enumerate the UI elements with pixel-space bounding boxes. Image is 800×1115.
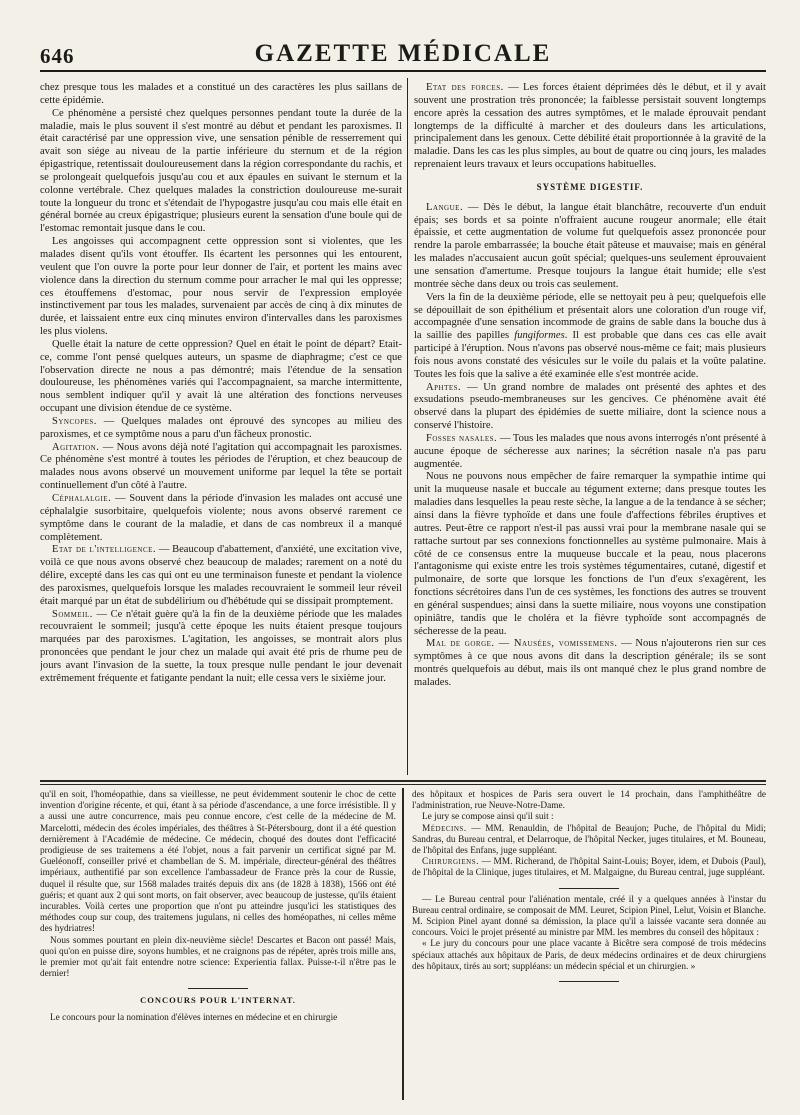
symptom-text: — Ce n'était guère qu'à la fin de la deuxième période que les malades recouvraient le sommeil; jusqu'à cette époque les nuits étaient presque toujours marquées par des paroxismes. L'agitation, les angoisses, se montrait alors plus prononcées que pendant le jour chez un malade qui avait été pris de rhume peu de jours avant l'invasion de la suette, la toux presque nulle pendant le jour devenait extrêmement fréquente et fatigante pendant la nuit; elle cessa vers le sixième jour. — [40, 608, 402, 684]
paragraph — [40, 493, 402, 544]
paragraph: Médecins. — MM. Renauldin, de l'hôpital de Beaujon; Puche, de l'hôpital du Midi; Sandras, du Bureau central, et Delarroque, de l'hôpital Necker, juges titulaires, et M. Bouneau, de l'hôpital des Enfans, juge suppléant. — [412, 823, 766, 857]
paragraph: Nous sommes pourtant en plein dix-neuvième siècle! Descartes et Bacon ont passé! Mais, quoi qu'on en puisse dire, soyons humbles, et ne craignons pas de répéter, après trois mille ans, le premier mot qu'ait fait entendre notre science: Experientia fallax. Puisse-t-il n'être pas le dernier! — [40, 935, 396, 980]
jury-heading: Chirurgiens. — [422, 857, 479, 868]
separator — [559, 981, 619, 982]
symptom-heading: Aphtes. — [426, 381, 462, 393]
italic-term: fungiformes — [514, 330, 565, 342]
paragraph — [40, 416, 402, 442]
paragraph: Nous ne pouvons nous empêcher de faire remarquer la sympathie intime qui unit la muqueuse nasale et buccale au tégument externe; dans presque toutes les maladies dans lesquelles la peau reste sèche, la langue a de la tendance à se sécher; ainsi dans la fièvre typhoïde et dans une foule d'affections fébriles éruptives et autres. Peut-être ce rapport n'est-il pas aussi vrai pour la membrane nasale qui se rattache surtout par ses connexions fonctionnelles au système pulmonaire. Mais à côté de ce consensus entre la muqueuse buccale et la peau, nous placerons l'antagonisme qui existe entre les trois systèmes tégumentaires, cutané, digestif et pulmonaire, de sorte que lorsque les fonctions de l'un d'eux s'exagèrent, les fonctions sécrétoires dans l'un de ces systèmes, les fonctions des autres se trouvent en général suspendues; ainsi dans la suette miliaire, nous voyons une constipation opiniâtre, tandis que le choléra et la fièvre typhoïde sont accompagnés de sécheresse de la peau. — [414, 471, 766, 637]
section-title: CONCOURS POUR L'INTERNAT. — [140, 995, 296, 1006]
paragraph — [414, 382, 766, 433]
symptom-text: — Quelques malades ont éprouvé des syncopes au milieu des paroxismes, et ce symptôme nous a paru d'un fâcheux pronostic. — [40, 415, 402, 440]
symptom-text: — Souvent dans la période d'invasion les malades ont accusé une céphalalgie susorbitaire, quelquefois violente; nous avons observé rarement ce symptôme dans le courant de la maladie, et dans de cas nombreux il a manqué complètement. — [40, 493, 402, 543]
paragraph — [414, 638, 766, 689]
symptom-heading: Etat de l'intelligence. — [52, 544, 157, 556]
symptom-text: — Les forces étaient déprimées dès le début, et il y avait souvent une prostration très prononcée; la faiblesse persistait souvent longtemps encore après la cessation des autres symptômes, et le malade éprouvait pendant longtemps de la difficulté à marcher et des douleurs dans les articulations, principalement dans les genoux. Cette débilité était proportionnée à la gravité de la maladie. Dans les cas les plus simples, au bout de quatre ou cinq jours, les malades reprenaient leurs travaux et leurs occupations habituelles. — [414, 82, 766, 171]
symptom-text: — Beaucoup d'abattement, d'anxiété, une excitation vive, voilà ce que nous avons observé chez beaucoup de malades; rarement on a noté du délire, excepté dans les cas qui ont eu une terminaison funeste et pendant la violence des paroxismes, quelquefois lorsque les malades recouvraient le sommeil leur réveil était marqué par un état de subdélirium ou d'hébétude qui se dissipait promptement. — [40, 544, 402, 607]
symptom-text: — Un grand nombre de malades ont présenté des aphtes et des exsudations pseudo-membraneuses sur les gencives. Ce phénomène avait été observé dans la plupart des épidémies de suette miliaire, dont la science nous a conservé l'histoire. — [414, 381, 766, 432]
symptom-heading: Sommeil. — [52, 608, 93, 620]
paragraph: Chirurgiens. — MM. Richerand, de l'hôpital Saint-Louis; Boyer, idem, et Dubois (Paul), de l'hôpital de la Clinique, juges titulaires, et M. Malgaigne, du Bureau central, juge suppléant. — [412, 857, 766, 879]
symptom-text: — Tous les malades que nous avons interrogés n'ont présenté à aucune époque de sécheresse aux narines; la sécrétion nasale n'a pas paru augmentée. — [414, 432, 766, 470]
paragraph: — Le Bureau central pour l'aliénation mentale, créé il y a quelques années à l'instar du Bureau central ordinaire, se composait de MM. Leuret, Scipion Pinel, Lelut, Voisin et Blanche. M. Scipion Pinel ayant donné sa démission, la place qu'il a laissée vacante sera donnée au concours. Voici le projet présenté au ministre par MM. les membres du conseil des hôpitaux : — [412, 894, 766, 939]
symptom-heading: Fosses nasales. — [426, 432, 498, 444]
paragraph — [414, 202, 766, 292]
paragraph — [414, 433, 766, 472]
feuilleton-rule — [40, 780, 766, 782]
right-column — [414, 82, 766, 777]
paragraph: des hôpitaux et hospices de Paris sera ouvert le 14 prochain, dans l'amphithéâtre de l'administration, rue Neuve-Notre-Dame. — [412, 790, 766, 812]
symptom-text: — Nous n'ajouterons rien sur ces symptômes à ce que nous avons dit dans la description générale; ils se sont montrés quelquefois au début, mais ils ont manqué chez le plus grand nombre de malades. — [414, 638, 766, 688]
section-title: SYSTÈME DIGESTIF. — [536, 181, 644, 192]
paragraph: Le jury se compose ainsi qu'il suit : — [422, 812, 554, 823]
symptom-heading: Céphalalgie. — [52, 493, 112, 504]
feuilleton-right — [412, 790, 766, 1105]
column-divider — [407, 78, 408, 775]
paragraph — [40, 442, 402, 493]
symptom-heading: Mal de gorge. — Nausées, vomissemens. — [426, 638, 618, 650]
paragraph — [414, 82, 766, 172]
paragraph: Les angoisses qui accompagnent cette oppression sont si violentes, que les malades disent qu'ils vont étouffer. Ils écartent les personnes qui les entourent, veulent que l'on ouvre la porte pour leur donner de l'air, et portent les mains avec violence dans la direction du sternum comme pour arracher le mal qui les oppresse; ces étouffemens d'estomac, pour nous servir de l'expression employée instinctivement par tous les malades, survenaient par accès de cinq à dix minutes de durée, et laissaient entre eux cinq minutes environ d'intervalles dans les paroxismes les plus violens. — [40, 236, 402, 338]
separator — [559, 888, 619, 889]
feuilleton-left — [40, 790, 396, 1105]
paragraph — [40, 544, 402, 608]
paragraph: « Le jury du concours pour une place vacante à Bicêtre sera composé de trois médecins spéciaux attachés aux hôpitaux de Paris, de deux médecins ordinaires et de deux chirurgiens des hôpitaux, tirés au sort; suppléans: un médecin spécial et un chirurgien. » — [412, 939, 766, 972]
page-number: 646 — [40, 44, 75, 68]
journal-title: GAZETTE MÉDICALE — [254, 40, 552, 67]
symptom-text: — Nous avons déjà noté l'agitation qui accompagnait les paroxismes. Ce phénomène s'est montré à toutes les périodes de l'éruption, et chez beaucoup de malades nous avons observé un mouvement uniforme par lequel la tête se portait continuellement d'un côté à l'autre. — [40, 441, 402, 492]
symptom-text: — Dès le début, la langue était blanchâtre, recouverte d'un enduit épais; ses bords et sa pointe n'offraient aucune rougeur anormale; elle était épaissie, et cette augmentation de volume fut quelquefois assez prononcée pour rendre la parole embarrassée; la bouche était pâteuse et mauvaise; mais en général les malades n'accusaient aucun goût spécial; quelques-uns seulement éprouvaient une sensation d'amertume. Presque toujours la langue était humide; elle s'est montrée sèche dans deux ou trois cas seulement. — [414, 201, 766, 290]
paragraph: Quelle était la nature de cette oppression? Quel en était le point de départ? Etait-ce, comme l'ont pensé quelques auteurs, un spasme de diaphragme; c'est ce que l'observation directe ne nous a pas démontré; mais l'étendue de la sensation douloureuse, les phénomènes variés qui l'accompagnaient, sa marche intermittente, nous semblent indiquer qu'il y avait là une altération des fonctions nerveuses occupant une division étendue de ce système. — [40, 338, 402, 415]
left-column — [40, 82, 402, 777]
paragraph — [40, 609, 402, 686]
paragraph: Vers la fin de la deuxième période, elle se nettoyait peu à peu; quelquefois elle se dépouillait de son épithélium et présentait alors une coloration d'un rouge vif, accompagnée d'une sensation incommode de grains de sable dans la bouche dus à la saillie des papilles fungiformes. Il est probable que dans ces cas elle avait participé à l'éruption. Nous n'avons pas observé nous-même ce fait; mais plusieurs fois nous avons constaté des vésicules sur le voile du palais et la voûte palatine. Toutes les fois que la salive a été examinée elle s'est montrée acide. — [414, 291, 766, 380]
symptom-heading: Syncopes. — [52, 415, 97, 427]
symptom-heading: Langue. — [426, 201, 464, 213]
column-divider — [402, 788, 404, 1100]
page-header — [40, 40, 766, 72]
symptom-heading: Agitation. — [52, 441, 100, 453]
feuilleton-rule — [40, 784, 766, 785]
separator — [188, 988, 248, 989]
symptom-heading: Etat des forces. — [426, 82, 504, 93]
paragraph: qu'il en soit, l'homéopathie, dans sa vieillesse, ne peut évidemment soutenir le choc de cette invention d'origine récente, et qui, étant à sa période d'ascendance, a une force irrésistible. Il y a aussi une autre concurrence, mais peu connue encore, c'est celle de la médecine de M. Marcelotti, médecin des écoles impériales, des théâtres à St-Pétersbourg, dont il a été question dernièrement à l'Académie de médecine. Ce médecin, choqué des doutes dont l'efficacité prodigieuse de ses traitemens a été l'objet, nous a fait parvenir un certificat signé par M. Gueléonoff, conseiller privé et chambellan de S. M. impériale, directeur-général des théâtres impériaux, authentifié par son excellence l'ambassadeur de France près la cour de Russie, duquel il résulte que, sur 1568 malades traités depuis dix ans (de 1828 à 1838), 1566 ont été guéris; et quant aux 2 qui sont morts, on fait observer, avec beaucoup de justesse, qu'ils étaient incurables. Voilà certes une proportion que n'ont pu atteindre jusqu'ici les statistiques des méthodes coup sur coup, des traitemens jugulans, ni celles des homéopathes, ni celles même des hydriatres! — [40, 790, 396, 935]
paragraph: Le concours pour la nomination d'élèves internes en médecine et en chirurgie — [50, 1012, 338, 1023]
paragraph: chez presque tous les malades et a constitué un des caractères les plus saillans de cette épidémie. — [40, 82, 402, 106]
paragraph: Ce phénomène a persisté chez quelques personnes pendant toute la durée de la maladie, mais le plus souvent il s'est montré au début et pendant les paroxismes. Il était caractérisé par une oppression vive, une sensation pénible de resserrement qui avait son siége au niveau de la partie inférieure du sternum et de la région épigastrique, retentissait douloureusement dans la région correspondante du rachis, et se prolongeait quelquefois jusqu'au cou et aux épaules en suivant le sternum et la colonne vertébrale. Chez quelques malades la constriction douloureuse me-surait toute la longueur du tronc et s'étendait de l'hypogastre jusqu'au cou mais elle était en général bornée au creux épigastrique; plusieurs eurent la sensation d'une boule qui de l'estomac remontait jusque dans le cou. — [40, 107, 402, 235]
jury-heading: Médecins. — [422, 823, 467, 834]
